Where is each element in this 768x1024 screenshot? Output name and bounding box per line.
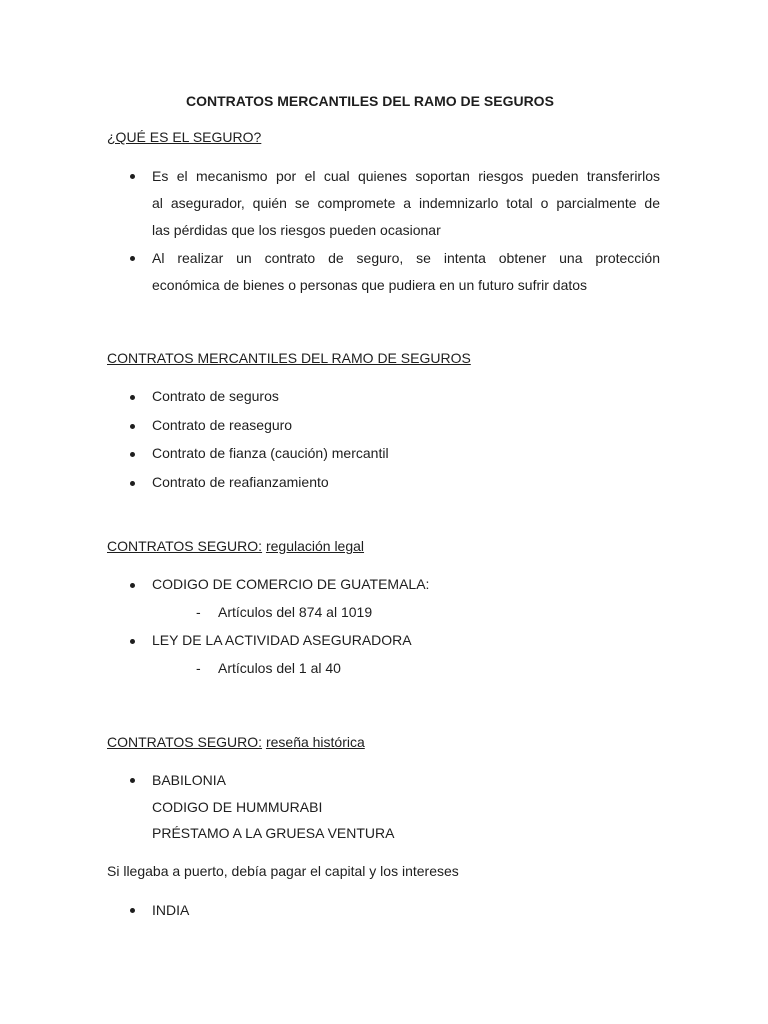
bullet-icon <box>130 395 135 400</box>
sub-list-item: Artículos del 1 al 40 <box>218 660 341 676</box>
bullet-icon <box>130 452 135 457</box>
heading-prefix: CONTRATOS SEGURO: <box>107 538 263 554</box>
paragraph-line: Es el mecanismo por el cual quienes soportan riesgos pueden transferirlos <box>152 168 660 184</box>
heading-prefix: CONTRATOS SEGURO: <box>107 734 263 750</box>
sub-list-item: Artículos del 874 al 1019 <box>218 604 373 620</box>
list-item: Contrato de seguros <box>152 388 279 404</box>
section-heading-regulacion-legal <box>107 536 364 556</box>
document-title: CONTRATOS MERCANTILES DEL RAMO DE SEGUROS <box>186 93 554 109</box>
bullet-icon <box>130 583 135 588</box>
list-item: BABILONIA <box>152 772 226 788</box>
list-item-line: PRÉSTAMO A LA GRUESA VENTURA <box>152 825 395 841</box>
list-item: CODIGO DE COMERCIO DE GUATEMALA: <box>152 576 430 592</box>
list-item: Contrato de fianza (caución) mercantil <box>152 445 389 461</box>
paragraph-line: Al realizar un contrato de seguro, se intenta obtener una protección <box>152 250 660 266</box>
paragraph-line: las pérdidas que los riesgos pueden ocasionar <box>152 222 441 238</box>
list-item: LEY DE LA ACTIVIDAD ASEGURADORA <box>152 632 412 648</box>
section-heading-que-es-seguro: ¿QUÉ ES EL SEGURO? <box>107 129 262 145</box>
section-heading-resena-historica <box>107 732 365 752</box>
list-item: INDIA <box>152 902 190 918</box>
paragraph-line: al asegurador, quién se compromete a indemnizarlo total o parcialmente de <box>152 195 660 211</box>
bullet-icon <box>130 639 135 644</box>
list-item-line: CODIGO DE HUMMURABI <box>152 799 323 815</box>
bullet-icon <box>130 481 135 486</box>
dash-icon: - <box>196 660 201 676</box>
bullet-icon <box>130 424 135 429</box>
list-item: Contrato de reafianzamiento <box>152 474 329 490</box>
heading-suffix: reseña histórica <box>265 734 365 750</box>
dash-icon: - <box>196 604 201 620</box>
bullet-icon <box>130 908 135 913</box>
list-item: Contrato de reaseguro <box>152 417 293 433</box>
heading-suffix: regulación legal <box>265 538 365 554</box>
bullet-icon <box>130 174 135 179</box>
bullet-icon <box>130 778 135 783</box>
paragraph-line: económica de bienes o personas que pudiera en un futuro sufrir datos <box>152 277 588 293</box>
section-heading-contratos-mercantiles: CONTRATOS MERCANTILES DEL RAMO DE SEGUROS <box>107 350 471 366</box>
paragraph: Si llegaba a puerto, debía pagar el capital y los intereses <box>107 863 459 879</box>
bullet-icon <box>130 256 135 261</box>
